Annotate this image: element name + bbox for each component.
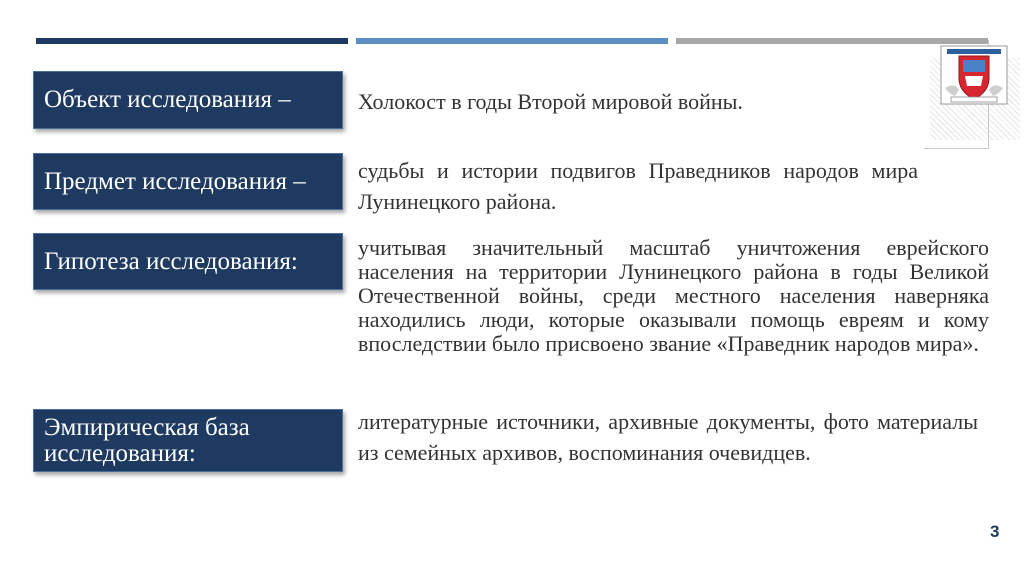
page-number: 3 [990, 522, 1000, 541]
empirical-base-label: Эмпирическая база исследования: [33, 409, 343, 472]
empirical-base-text: литературные источники, архивные документы, фото материалы из семейных архивов, воспоминания очевидцев. [358, 409, 978, 465]
subject-of-research-label: Предмет исследования – [33, 153, 343, 210]
header-bar-mid [356, 38, 668, 44]
header-bar-dark [36, 38, 348, 44]
research-hypothesis-text: учитывая значительный масштаб уничтожения еврейского населения на территории Лунинецкого района в годы Великой Отечественной войны, среди местного населения наверняка находились люди, которые оказывали помощь евреям и кому впоследствии было присвоено звание «Праведник народов мира». [358, 235, 989, 356]
object-of-research-text: Холокост в годы Второй мировой войны. [358, 89, 743, 114]
subject-of-research-text: судьбы и истории подвигов Праведников народов мира Лунинецкого района. [358, 158, 918, 214]
object-of-research-label: Объект исследования – [33, 71, 343, 129]
research-hypothesis-label: Гипотеза исследования: [33, 233, 343, 290]
school-emblem-shield-icon [935, 44, 1013, 106]
